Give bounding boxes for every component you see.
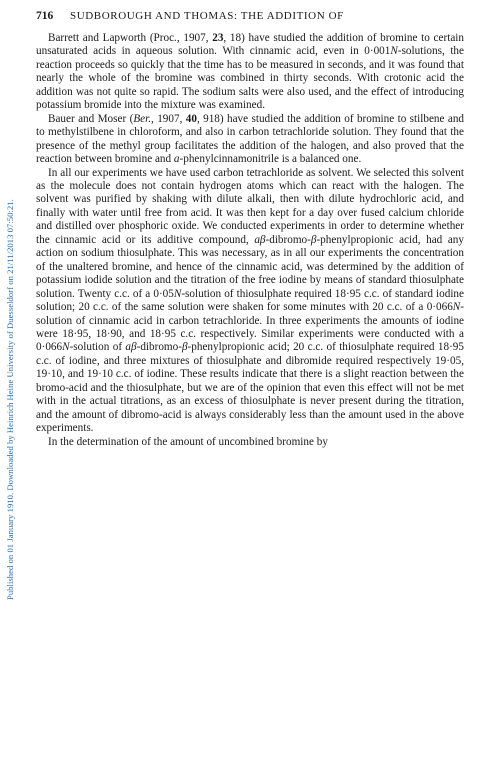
running-title: SUDBOROUGH AND THOMAS: THE ADDITION OF: [70, 10, 344, 22]
side-annotation: [4, 0, 18, 768]
page-number: 716: [36, 10, 54, 22]
paragraph-3: In all our experiments we have used carbon tetrachloride as solvent. We selected this solvent as the molecule does not contain hydrogen atoms which can react with the halogen. The solvent was purified by shaking with dilute alkali, then with dilute hydrochloric acid, and finally with water until free from acid. It was then kept for a day over fused calcium chloride and distilled over phosphoric oxide. We conducted experiments in order to determine whether the cinnamic acid or its additive compound, aβ-dibromo-β-phenylpropionic acid, had any action on sodium thiosulphate. This was necessary, as in all our experiments the concentration of the unaltered bromine, and hence of the cinnamic acid, was determined by the addition of potassium iodide solution and the titration of the free iodine by means of standard thiosulphate solution. Twenty c.c. of a 0·05N-solution of thiosulphate required 18·95 c.c. of standard iodine solution; 20 c.c. of the same solution were shaken for some minutes with 20 c.c. of a 0·066N-solution of cinnamic acid in carbon tetrachloride. In three experiments the amounts of iodine were 18·95, 18·90, and 18·95 c.c. respectively. Similar experiments were conducted with a 0·066N-solution of aβ-dibromo-β-phenylpropionic acid; 20 c.c. of thiosulphate required 18·95 c.c. of iodine, and three mixtures of thiosulphate and dibromide required respectively 19·05, 19·10, and 19·10 c.c. of iodine. These results indicate that there is a slight reaction between the bromo-acid and the thiosulphate, but we are of the opinion that even this effect will not be met with in the actual titrations, as an excess of thiosulphate is never present during the titration, and the amount of dibromo-acid is always considerably less than the amount used in the above experiments.: [36, 166, 464, 435]
publication-notice: Published on 01 January 1910. Downloaded by Heinrich Heine University of Duesseldorf on 21/11/2013 07:50:21.: [5, 199, 15, 600]
body-text: [36, 32, 464, 449]
running-head: [36, 10, 464, 28]
paragraph-1: Barrett and Lapworth (Proc., 1907, 23, 18) have studied the addition of bromine to certain unsaturated acids in aqueous solution. With cinnamic acid, even in 0·001N-solutions, the reaction proceeds so quickly that the time has to be measured in seconds, and it was found that nearly the whole of the bromine was combined in thirty seconds. With crotonic acid the addition was not quite so rapid. The sodium salts were also used, and the effect of introducing potassium bromide into the mixture was examined.: [36, 32, 464, 112]
paragraph-2: Bauer and Moser (Ber., 1907, 40, 918) have studied the addition of bromine to stilbene and to methylstilbene in chloroform, and also in carbon tetrachloride solution. They found that the presence of the methyl group facilitates the addition of the halogen, and also proved that the reaction between bromine and a-phenylcinnamonitrile is a balanced one.: [36, 112, 465, 166]
page: [36, 10, 464, 449]
paragraph-4: In the determination of the amount of uncombined bromine by: [48, 435, 328, 448]
